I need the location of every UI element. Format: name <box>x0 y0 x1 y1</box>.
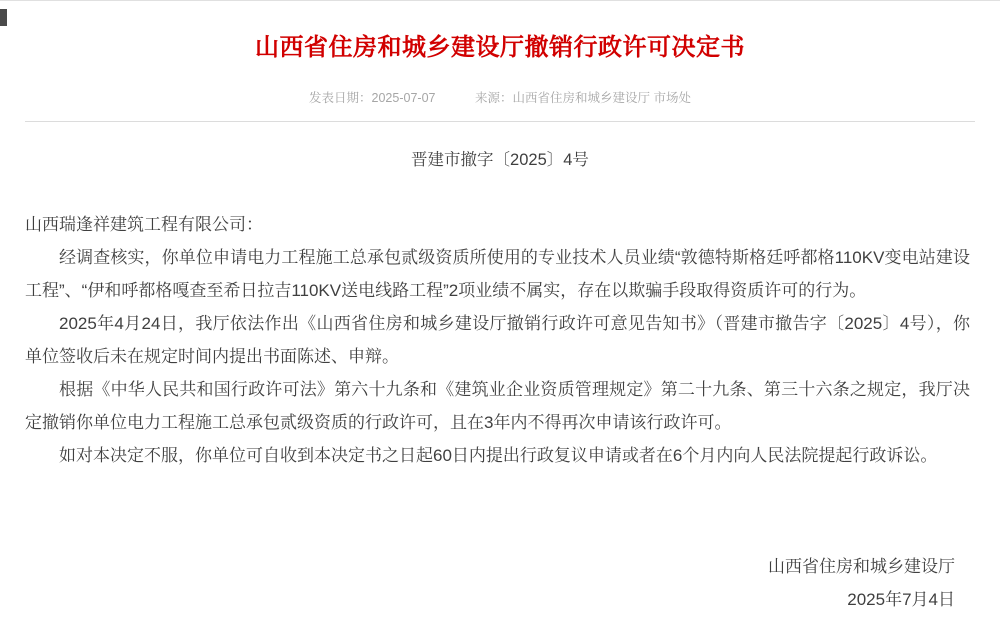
body-paragraph: 经调查核实，你单位申请电力工程施工总承包贰级资质所使用的专业技术人员业绩“敦德特斯格廷呼都格110KV变电站建设工程”、“伊和呼都格嘎查至希日拉吉110KV送电线路工程”2项业绩不属实，存在以欺骗手段取得资质许可的行为。 <box>25 248 970 300</box>
page-title: 山西省住房和城乡建设厅撤销行政许可决定书 <box>255 34 745 61</box>
salutation-line: 山西瑞逢祥建筑工程有限公司： <box>25 215 263 234</box>
signature-block <box>768 550 955 616</box>
body-paragraph: 根据《中华人民共和国行政许可法》第六十九条和《建筑业企业资质管理规定》第二十九条、第三十六条之规定，我厅决定撤销你单位电力工程施工总承包贰级资质的行政许可，且在3年内不得再次申请该行政许可。 <box>25 380 970 432</box>
document-number: 晋建市撤字〔2025〕4号 <box>411 151 589 169</box>
body-paragraph: 如对本决定不服，你单位可自收到本决定书之日起60日内提出行政复议申请或者在6个月内向人民法院提起行政诉讼。 <box>59 446 938 465</box>
issue-date: 2025年7月4日 <box>847 590 955 609</box>
issuer-name: 山西省住房和城乡建设厅 <box>768 557 955 576</box>
article-meta <box>0 88 1000 106</box>
source-label: 来源：山西省住房和城乡建设厅 市场处 <box>474 91 691 105</box>
clipped-ui-fragment <box>0 9 7 26</box>
header-divider <box>25 121 975 122</box>
publish-date: 发表日期：2025-07-07 <box>309 91 436 105</box>
body-paragraph: 2025年4月24日，我厅依法作出《山西省住房和城乡建设厅撤销行政许可意见告知书》（晋建市撤告字〔2025〕4号），你单位签收后未在规定时间内提出书面陈述、申辩。 <box>25 314 970 366</box>
document-body <box>25 208 970 472</box>
